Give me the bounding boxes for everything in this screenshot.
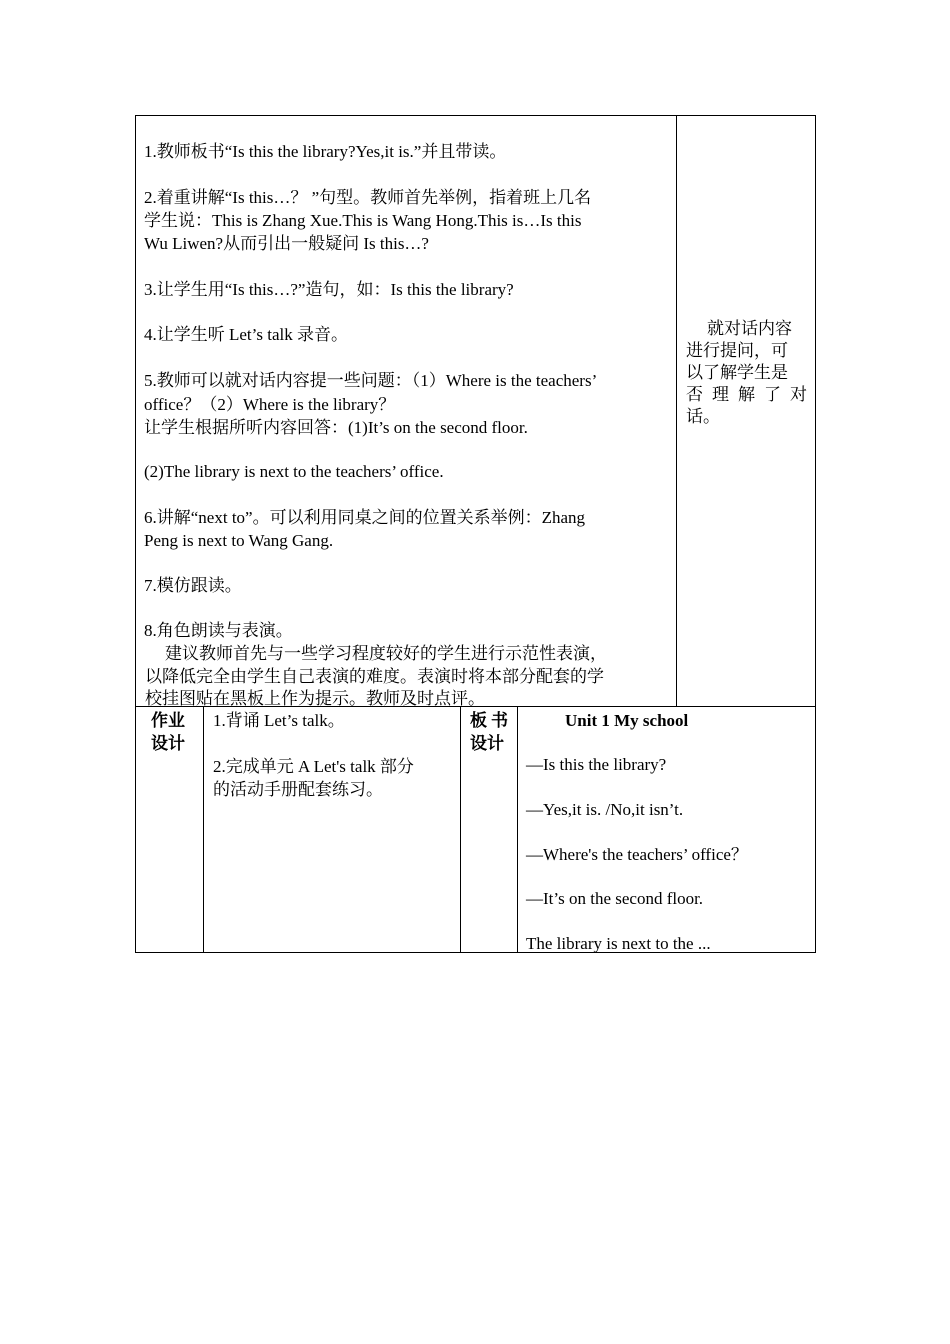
step-8-detail-1: 建议教师首先与一些学习程度较好的学生进行示范性表演， [165, 644, 607, 663]
step-8: 8.角色朗读与表演。 [144, 621, 293, 640]
design-note-cell [676, 115, 816, 707]
step-5-line-1: 5.教师可以就对话内容提一些问题：（1）Where is the teachers’ [144, 371, 598, 390]
step-5-line-2: office？（2）Where is the library？ [144, 395, 396, 414]
note-line-1: 就对话内容 [707, 319, 792, 338]
step-2-line-1: 2.着重讲解“Is this…？ ”句型。教师首先举例，指着班上几名 [144, 188, 592, 207]
step-7: 7.模仿跟读。 [144, 576, 242, 595]
step-5-answer: 让学生根据所听内容回答：(1)It’s on the second floor. [144, 418, 528, 437]
process-cell [135, 115, 677, 707]
note-line-4: 否 理 解 了 对 [686, 385, 807, 404]
homework-item-2-cont: 的活动手册配套练习。 [213, 780, 383, 799]
board-label-cell [460, 706, 518, 953]
step-4: 4.让学生听 Let’s talk 录音。 [144, 325, 348, 344]
note-line-3: 以了解学生是 [686, 363, 788, 382]
step-8-detail-3: 校挂图贴在黑板上作为提示。教师及时点评。 [145, 689, 485, 707]
board-line-4: —It’s on the second floor. [526, 889, 704, 908]
step-6-line-1: 6.讲解“next to”。可以利用同桌之间的位置关系举例：Zhang [144, 508, 586, 527]
step-2-line-3: Wu Liwen?从而引出一般疑问 Is this…? [144, 234, 429, 253]
board-line-1: —Is this the library? [526, 755, 667, 774]
board-label-line-2: 设计 [470, 734, 504, 753]
board-line-3: —Where's the teachers’ office？ [526, 845, 748, 864]
board-title: Unit 1 My school [565, 711, 689, 730]
step-8-detail-2: 以降低完全由学生自己表演的难度。表演时将本部分配套的学 [145, 667, 604, 686]
board-label-line-1: 板书 [470, 711, 512, 730]
homework-item-1: 1.背诵 Let’s talk。 [213, 711, 345, 730]
note-line-5: 话。 [686, 407, 720, 426]
homework-label-cell [135, 706, 204, 953]
homework-label-line-1: 作业 [151, 711, 185, 730]
step-2-line-2: 学生说：This is Zhang Xue.This is Wang Hong.This is…Is this [144, 211, 582, 230]
note-line-2: 进行提问，可 [686, 341, 788, 360]
homework-label-line-2: 设计 [151, 734, 185, 753]
board-line-2: —Yes,it is. /No,it isn’t. [526, 800, 684, 819]
step-6-line-2: Peng is next to Wang Gang. [144, 531, 334, 550]
board-line-5: The library is next to the ... [526, 934, 711, 953]
step-5-answer-2: (2)The library is next to the teachers’ office. [144, 462, 444, 481]
board-content-cell [517, 706, 816, 953]
step-1: 1.教师板书“Is this the library?Yes,it is.”并且带读。 [144, 142, 507, 161]
homework-content-cell [203, 706, 461, 953]
homework-item-2: 2.完成单元 A Let's talk 部分 [213, 757, 414, 776]
step-3: 3.让学生用“Is this…?”造句，如：Is this the library? [144, 280, 514, 299]
